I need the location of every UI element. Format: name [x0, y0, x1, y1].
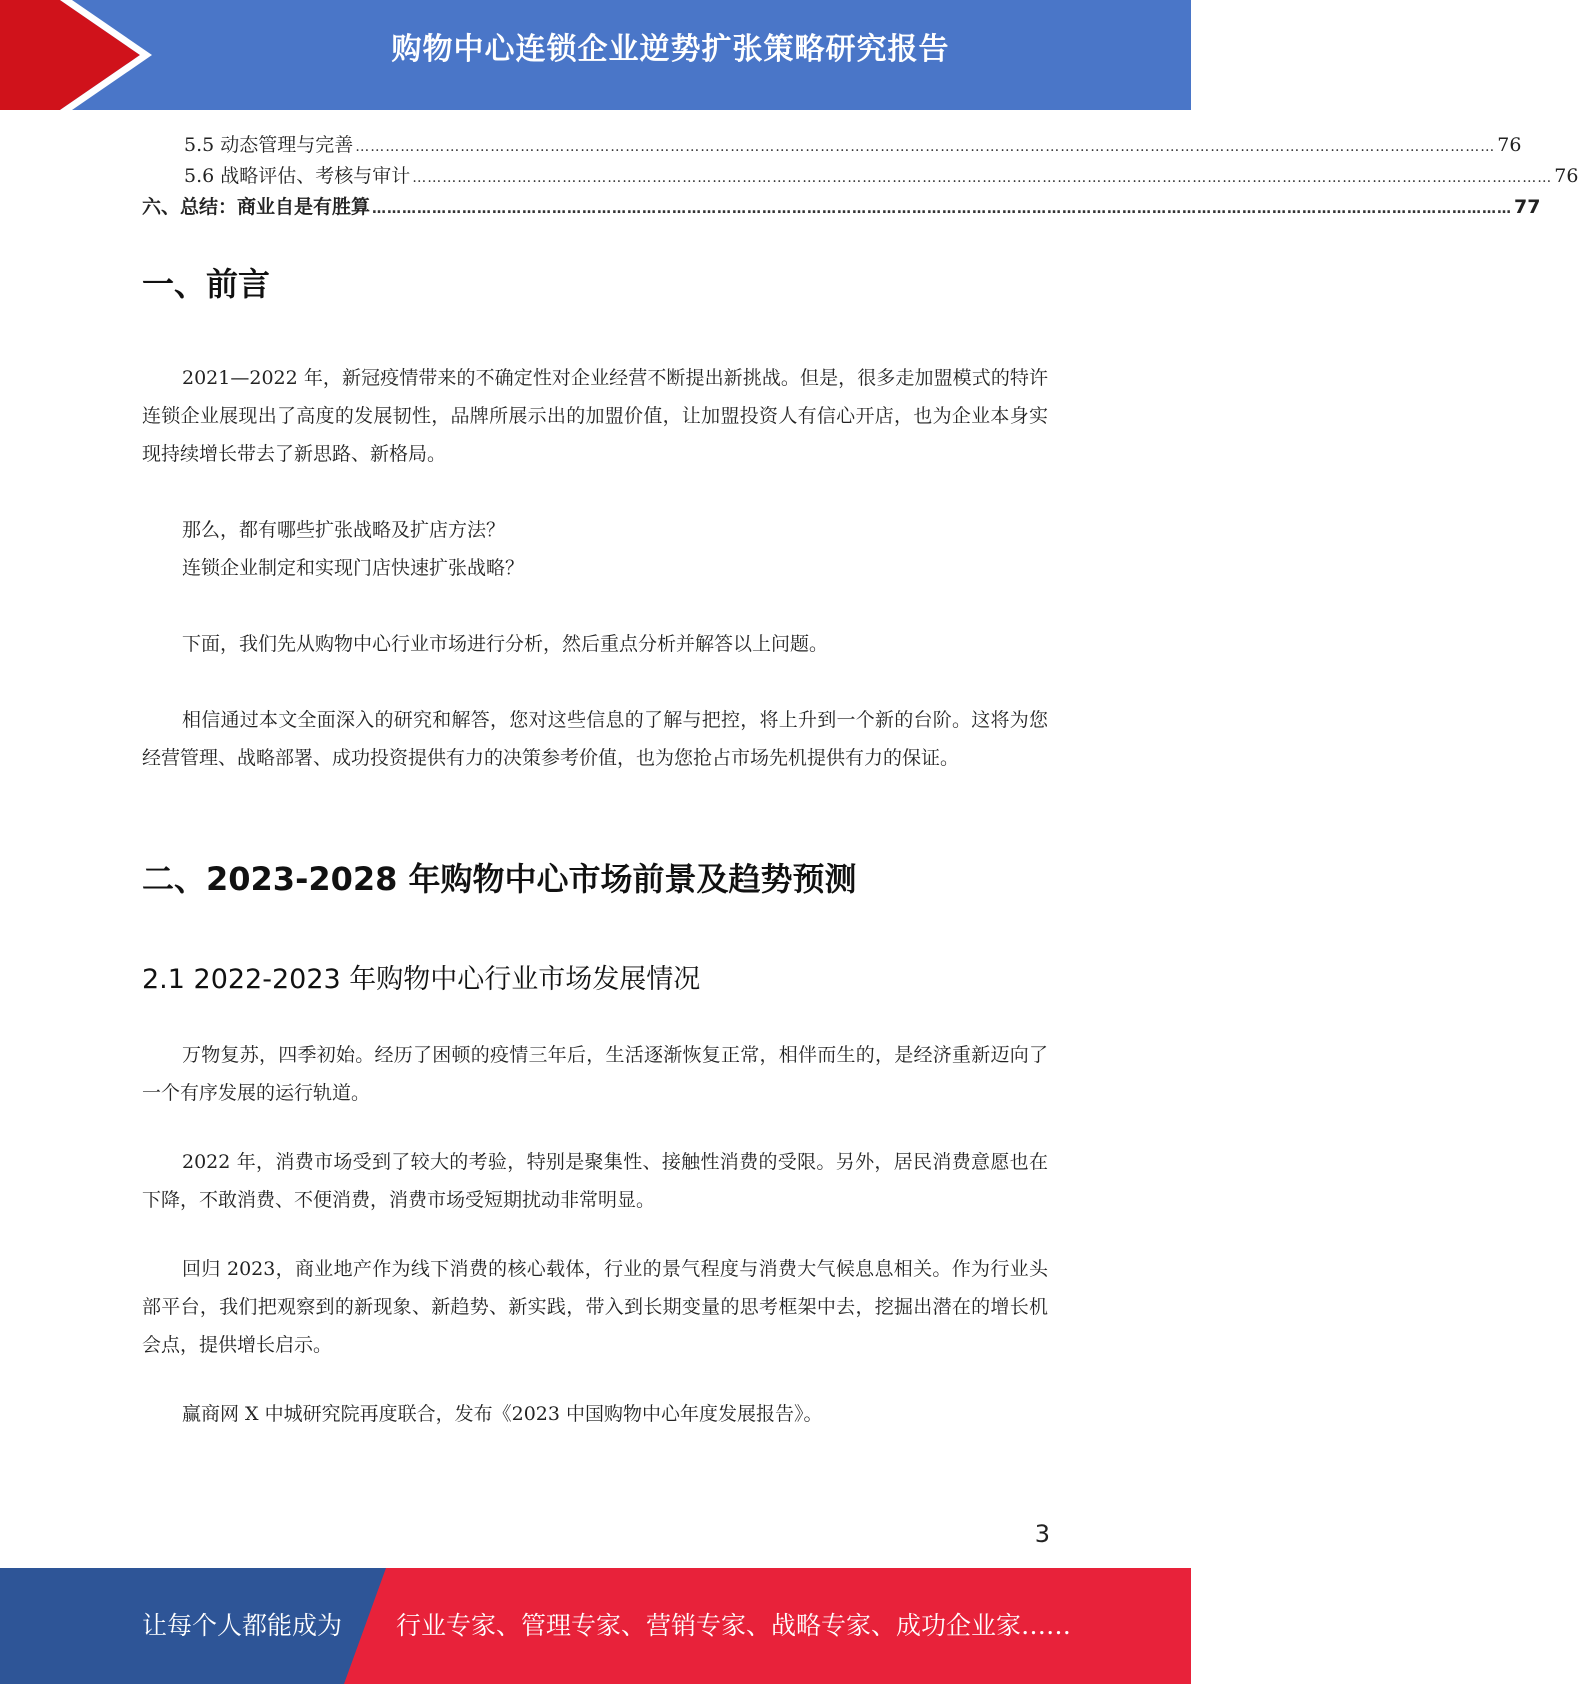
paragraph: 下面，我们先从购物中心行业市场进行分析，然后重点分析并解答以上问题。 — [182, 633, 829, 655]
toc-entry-page: 77 — [1514, 196, 1541, 218]
paragraph: 赢商网 X 中城研究院再度联合，发布《2023 中国购物中心年度发展报告》。 — [182, 1403, 823, 1425]
toc-entry[interactable] — [142, 192, 1541, 223]
paragraph: 那么，都有哪些扩张战略及扩店方法？ — [182, 519, 506, 541]
toc-leader-dots: ………………………………………………………………………………………………………………………………………………………………………………………………………… — [412, 170, 1553, 186]
paragraph: 2022 年，消费市场受到了较大的考验，特别是聚集性、接触性消费的受限。另外，居民消费意愿也在下降，不敢消费、不便消费，消费市场受短期扰动非常明显。 — [142, 1151, 1048, 1211]
page-header — [0, 0, 1191, 110]
footer-slogan-left: 让每个人都能成为 — [142, 1611, 343, 1640]
page-number: 3 — [1034, 1520, 1050, 1548]
table-of-contents — [142, 130, 1578, 223]
toc-entry[interactable] — [142, 161, 1578, 192]
toc-entry-label: 5.6 战略评估、考核与审计 — [184, 165, 411, 187]
page-footer — [0, 1568, 1191, 1684]
paragraph: 连锁企业制定和实现门店快速扩张战略？ — [182, 557, 525, 579]
toc-leader-dots: ………………………………………………………………………………………………………………………………………………………………………………………………………… — [372, 201, 1513, 217]
report-title: 购物中心连锁企业逆势扩张策略研究报告 — [391, 32, 950, 67]
paragraph: 2021—2022 年，新冠疫情带来的不确定性对企业经营不断提出新挑战。但是，很多走加盟模式的特许连锁企业展现出了高度的发展韧性，品牌所展示出的加盟价值，让加盟投资人有信心开店，也为企业本身实现持续增长带去了新思路、新格局。 — [142, 367, 1048, 465]
toc-entry-page: 76 — [1497, 134, 1522, 156]
toc-entry[interactable] — [142, 130, 1522, 161]
footer-slogan-right: 行业专家、管理专家、营销专家、战略专家、成功企业家…… — [396, 1611, 1072, 1640]
toc-entry-page: 76 — [1554, 165, 1578, 187]
toc-leader-dots: ………………………………………………………………………………………………………………………………………………………………………………………………………… — [355, 139, 1496, 155]
header-arrow-decoration — [0, 0, 160, 110]
paragraph: 万物复苏，四季初始。经历了困顿的疫情三年后，生活逐渐恢复正常，相伴而生的，是经济重新迈向了一个有序发展的运行轨道。 — [142, 1044, 1048, 1104]
toc-entry-label: 5.5 动态管理与完善 — [184, 134, 354, 156]
paragraph: 回归 2023，商业地产作为线下消费的核心载体，行业的景气程度与消费大气候息息相关。作为行业头部平台，我们把观察到的新现象、新趋势、新实践，带入到长期变量的思考框架中去，挖掘出潜在的增长机会点，提供增长启示。 — [142, 1258, 1048, 1356]
subsection-heading-2-1: 2.1 2022-2023 年购物中心行业市场发展情况 — [142, 964, 701, 995]
paragraph: 相信通过本文全面深入的研究和解答，您对这些信息的了解与把控，将上升到一个新的台阶。这将为您经营管理、战略部署、成功投资提供有力的决策参考价值，也为您抢占市场先机提供有力的保证。 — [142, 709, 1048, 769]
section-heading-preface: 一、前言 — [142, 265, 271, 303]
section-heading-chapter2: 二、2023-2028 年购物中心市场前景及趋势预测 — [142, 860, 857, 898]
toc-entry-label: 六、总结：商业自是有胜算 — [142, 196, 371, 218]
